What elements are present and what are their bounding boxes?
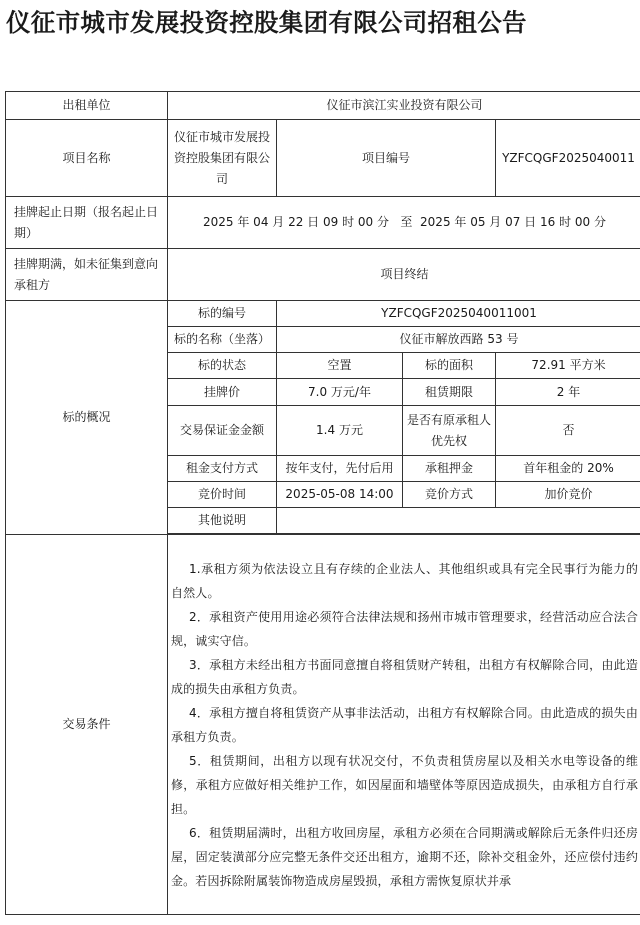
- payment-value: 按年支付，先付后用: [277, 456, 403, 482]
- lessor-label: 出租单位: [6, 92, 168, 120]
- listing-price-label: 挂牌价: [168, 379, 277, 406]
- expiry-label: 挂牌期满，如未征集到意向承租方: [6, 249, 168, 301]
- project-no-label: 项目编号: [277, 120, 496, 197]
- other-label: 其他说明: [168, 508, 277, 534]
- item-no-label: 标的编号: [168, 301, 277, 327]
- area-label: 标的面积: [403, 353, 496, 379]
- condition-item: 3．承租方未经出租方书面同意擅自将租赁财产转租，出租方有权解除合同，由此造成的损失由承租方负责。: [171, 657, 639, 696]
- lessor-value: 仪征市滨江实业投资有限公司: [168, 92, 640, 120]
- listing-period-label: 挂牌起止日期（报名起止日期）: [6, 197, 168, 249]
- conditions-cell: [168, 535, 640, 915]
- project-no-value: YZFCQGF2025040011: [496, 120, 640, 197]
- status-label: 标的状态: [168, 353, 277, 379]
- deposit-label: 交易保证金金额: [168, 406, 277, 456]
- condition-item: 6．租赁期届满时，出租方收回房屋，承租方必须在合同期满或解除后无条件归还房屋，固定装潢部分应完整无条件交还出租方，逾期不还，除补交租金外，还应偿付违约金。若因拆除附属装饰物造成房屋毁损，承租方需恢复原状并承: [171, 825, 639, 888]
- bid-time-label: 竞价时间: [168, 482, 277, 508]
- bid-method-label: 竞价方式: [403, 482, 496, 508]
- deposit-value: 1.4 万元: [277, 406, 403, 456]
- security-label: 承租押金: [403, 456, 496, 482]
- lease-term-label: 租赁期限: [403, 379, 496, 406]
- conditions-label: 交易条件: [6, 535, 168, 915]
- payment-label: 租金支付方式: [168, 456, 277, 482]
- condition-item: 4．承租方擅自将租赁资产从事非法活动，出租方有权解除合同。由此造成的损失由承租方负责。: [171, 705, 639, 744]
- item-name-value: 仪征市解放西路 53 号: [277, 327, 640, 353]
- conditions-row: [6, 535, 640, 915]
- security-value: 首年租金的 20%: [496, 456, 640, 482]
- lease-term-value: 2 年: [496, 379, 640, 406]
- priority-label: 是否有原承租人优先权: [403, 406, 496, 456]
- overview-label: 标的概况: [6, 301, 168, 535]
- page-title: 仪征市城市发展投资控股集团有限公司招租公告: [6, 8, 527, 37]
- expiry-value: 项目终结: [168, 249, 640, 301]
- status-value: 空置: [277, 353, 403, 379]
- item-no-value: YZFCQGF2025040011001: [277, 301, 640, 327]
- lessor-row: [6, 92, 640, 120]
- other-value: [277, 508, 640, 534]
- listing-period-row: [6, 197, 640, 249]
- condition-item: 5．租赁期间，出租方以现有状况交付，不负责租赁房屋以及相关水电等设备的维修，承租方应做好相关维护工作，如因屋面和墙壁体等原因造成损失，由承租方自行承担。: [171, 753, 639, 816]
- item-name-label: 标的名称（坐落）: [168, 327, 277, 353]
- project-name-value: 仪征市城市发展投资控股集团有限公司: [168, 120, 277, 197]
- condition-item: 1.承租方须为依法设立且有存续的企业法人、其他组织或具有完全民事行为能力的自然人。: [171, 561, 639, 600]
- bid-time-value: 2025-05-08 14:00: [277, 482, 403, 508]
- listing-period-value: 2025 年 04 月 22 日 09 时 00 分 至 2025 年 05 月 07 日 16 时 00 分: [168, 197, 640, 249]
- expiry-row: [6, 249, 640, 301]
- bid-method-value: 加价竞价: [496, 482, 640, 508]
- condition-item: 2．承租资产使用用途必须符合法律法规和扬州市城市管理要求，经营活动应合法合规，诚实守信。: [171, 609, 639, 648]
- overview-row-item-no: [6, 301, 640, 327]
- project-row: [6, 120, 640, 197]
- announcement-table: [5, 91, 640, 915]
- priority-value: 否: [496, 406, 640, 456]
- area-value: 72.91 平方米: [496, 353, 640, 379]
- listing-price-value: 7.0 万元/年: [277, 379, 403, 406]
- project-name-label: 项目名称: [6, 120, 168, 197]
